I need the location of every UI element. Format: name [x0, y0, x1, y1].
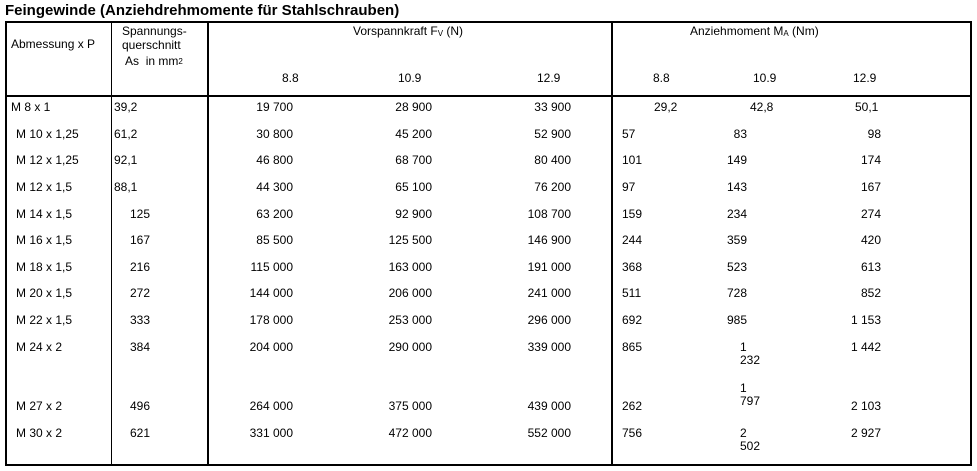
cell-size: M 27 x 2: [16, 399, 63, 413]
header-anziehmoment: [690, 25, 819, 39]
cell-m109: 2 502: [740, 426, 761, 453]
cell-f109: 290 000: [388, 340, 432, 354]
cell-size: M 12 x 1,25: [16, 153, 79, 167]
header-as-symbol: As: [125, 54, 140, 68]
cell-as: 272: [129, 286, 150, 300]
cell-m129: 274: [860, 207, 881, 221]
cell-size: M 8 x 1: [11, 100, 51, 114]
cell-size: M 16 x 1,5: [16, 233, 73, 247]
header-spannung-line1: Spannungs-: [122, 24, 187, 38]
header-grade-f-129: 12.9: [537, 71, 561, 85]
cell-m88: 159: [622, 207, 643, 221]
top-rule: [5, 21, 972, 23]
cell-m129: 174: [860, 153, 881, 167]
header-anzieh-prefix: Anziehmoment M: [690, 24, 784, 38]
cell-f88: 19 700: [256, 100, 293, 114]
cell-m129: 613: [860, 260, 881, 274]
cell-f88: 30 800: [256, 127, 293, 141]
cell-as: 61,2: [114, 127, 138, 141]
cell-f129: 146 900: [527, 233, 571, 247]
right-border: [970, 21, 972, 466]
cell-f129: 76 200: [534, 180, 571, 194]
header-vorspann-prefix: Vorspannkraft F: [353, 24, 438, 38]
cell-f109: 28 900: [395, 100, 432, 114]
cell-m88: 101: [622, 153, 643, 167]
cell-as: 39,2: [114, 100, 138, 114]
cell-m88: 756: [622, 426, 643, 440]
cell-f129: 439 000: [527, 399, 571, 413]
cell-f109: 65 100: [395, 180, 432, 194]
cell-m109: 42,8: [750, 100, 774, 114]
cell-f129: 108 700: [527, 207, 571, 221]
cell-size: M 18 x 1,5: [16, 260, 73, 274]
cell-f129: 80 400: [534, 153, 571, 167]
cell-as: 216: [129, 260, 150, 274]
cell-f88: 63 200: [256, 207, 293, 221]
cell-f129: 552 000: [527, 426, 571, 440]
table-title: Feingewinde (Anziehdrehmomente für Stahlschrauben): [5, 2, 400, 19]
cell-m109: 523: [726, 260, 747, 274]
cell-m129: 852: [860, 286, 881, 300]
cell-f109: 472 000: [388, 426, 432, 440]
header-grade-f-109: 10.9: [398, 71, 422, 85]
bottom-rule: [5, 464, 972, 466]
cell-f109: 163 000: [388, 260, 432, 274]
header-rule: [5, 95, 972, 97]
cell-f129: 339 000: [527, 340, 571, 354]
cell-size: M 22 x 1,5: [16, 313, 73, 327]
cell-m88: 262: [622, 399, 643, 413]
cell-m129: 2 927: [850, 426, 881, 440]
cell-f129: 241 000: [527, 286, 571, 300]
header-grade-m-129: 12.9: [853, 71, 877, 85]
cell-m109: 1 232: [740, 340, 761, 367]
cell-m129: 420: [860, 233, 881, 247]
cell-m109: 83: [733, 127, 747, 141]
header-grade-m-109: 10.9: [753, 71, 777, 85]
header-grade-m-88: 8.8: [653, 71, 670, 85]
header-as-sup: 2: [178, 57, 183, 66]
cell-as: 496: [129, 399, 150, 413]
cell-m109: 728: [726, 286, 747, 300]
cell-m109: 985: [726, 313, 747, 327]
cell-m88: 57: [622, 127, 636, 141]
cell-size: M 20 x 1,5: [16, 286, 73, 300]
cell-size: M 24 x 2: [16, 340, 63, 354]
cell-size: M 14 x 1,5: [16, 207, 73, 221]
cell-as: 621: [129, 426, 150, 440]
header-grade-f-88: 8.8: [282, 71, 299, 85]
cell-m129: 1 442: [850, 340, 881, 354]
cell-m109: 359: [726, 233, 747, 247]
cell-f109: 206 000: [388, 286, 432, 300]
cell-f88: 85 500: [256, 233, 293, 247]
cell-f129: 191 000: [527, 260, 571, 274]
header-anzieh-unit: (Nm): [788, 24, 819, 38]
header-spannung-line3: [125, 55, 183, 68]
col-divider-1: [111, 21, 112, 466]
cell-f129: 52 900: [534, 127, 571, 141]
col-divider-3: [611, 21, 613, 466]
cell-m109: 149: [726, 153, 747, 167]
cell-as: 88,1: [114, 180, 138, 194]
cell-m88: 97: [622, 180, 636, 194]
cell-as: 333: [129, 313, 150, 327]
cell-f109: 68 700: [395, 153, 432, 167]
cell-m88: 865: [622, 340, 643, 354]
cell-m88: 244: [622, 233, 643, 247]
cell-m88: 29,2: [654, 100, 678, 114]
cell-f88: 264 000: [249, 399, 293, 413]
cell-f109: 375 000: [388, 399, 432, 413]
header-vorspannkraft: [353, 25, 463, 39]
header-abmessung: Abmessung x P: [11, 37, 96, 51]
cell-f109: 253 000: [388, 313, 432, 327]
cell-as: 167: [129, 233, 150, 247]
cell-m88: 692: [622, 313, 643, 327]
header-as-unit: in mm: [145, 54, 179, 68]
cell-m109: 1 797: [740, 381, 761, 408]
cell-f88: 46 800: [256, 153, 293, 167]
cell-m88: 511: [622, 286, 642, 300]
cell-f88: 115 000: [250, 260, 293, 274]
cell-f109: 92 900: [395, 207, 432, 221]
cell-m129: 50,1: [855, 100, 879, 114]
header-anzieh-sub: A: [783, 29, 789, 38]
header-vorspann-sub: V: [437, 29, 444, 38]
cell-f129: 296 000: [527, 313, 571, 327]
cell-f88: 331 000: [249, 426, 293, 440]
cell-f129: 33 900: [534, 100, 571, 114]
cell-m129: 2 103: [850, 399, 881, 413]
cell-as: 92,1: [114, 153, 138, 167]
cell-as: 125: [129, 207, 150, 221]
cell-f88: 144 000: [249, 286, 293, 300]
cell-f88: 178 000: [249, 313, 293, 327]
header-spannung-line2: querschnitt: [122, 38, 181, 52]
cell-size: M 12 x 1,5: [16, 180, 73, 194]
cell-f109: 45 200: [395, 127, 432, 141]
col-divider-2: [207, 21, 209, 466]
cell-size: M 10 x 1,25: [16, 127, 79, 141]
cell-f109: 125 500: [388, 233, 432, 247]
cell-m109: 234: [726, 207, 747, 221]
cell-as: 384: [129, 340, 150, 354]
cell-m129: 1 153: [850, 313, 881, 327]
left-border: [5, 21, 7, 466]
header-vorspann-unit: (N): [443, 24, 464, 38]
cell-size: M 30 x 2: [16, 426, 63, 440]
cell-m129: 167: [860, 180, 881, 194]
cell-m88: 368: [622, 260, 643, 274]
cell-f88: 44 300: [256, 180, 293, 194]
cell-m129: 98: [867, 127, 881, 141]
cell-m109: 143: [726, 180, 747, 194]
cell-f88: 204 000: [249, 340, 293, 354]
